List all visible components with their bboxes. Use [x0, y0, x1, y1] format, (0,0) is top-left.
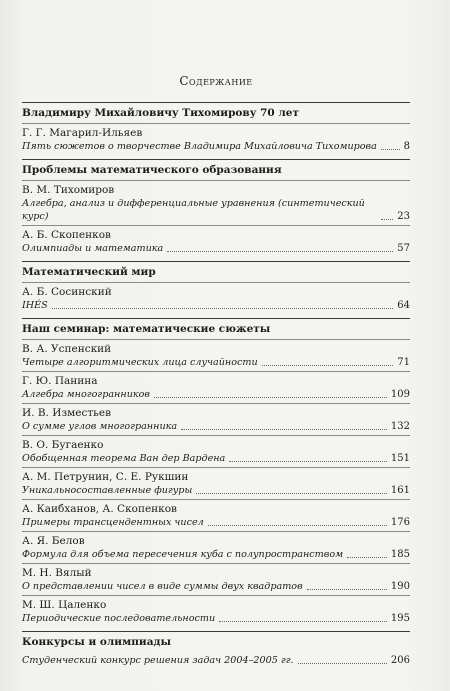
toc-entry — [22, 499, 410, 529]
entry-page-number: 176 — [390, 517, 410, 528]
dot-leader — [381, 149, 400, 150]
entry-line — [22, 580, 410, 593]
entry-line — [22, 548, 410, 561]
entry-line — [22, 388, 410, 401]
entry-author: А. Б. Сосинский — [22, 286, 112, 298]
entry-title: Примеры трансцендентных чисел — [22, 517, 204, 528]
dot-leader — [52, 308, 394, 309]
entry-author: Г. Г. Магарил-Ильяев — [22, 127, 143, 139]
section-title: Наш семинар: математические сюжеты — [22, 323, 271, 335]
entry-line — [22, 654, 410, 667]
entry-page-number: 185 — [390, 549, 410, 560]
entry-line — [22, 242, 410, 255]
entry-author: В. О. Бугаенко — [22, 439, 104, 451]
entry-title: Студенческий конкурс решения задач 2004–2005 гг. — [22, 655, 294, 666]
dot-leader — [196, 493, 387, 494]
entry-line — [22, 452, 410, 465]
entry-line — [22, 140, 410, 153]
entry-author: В. А. Успенский — [22, 343, 112, 355]
toc-entry — [22, 180, 410, 223]
entry-page-number: 132 — [390, 421, 410, 432]
entry-line — [22, 356, 410, 369]
dot-leader — [154, 397, 387, 398]
dot-leader — [307, 589, 387, 590]
dot-leader — [208, 525, 387, 526]
entry-page-number: 206 — [390, 655, 410, 666]
entry-title: О представлении чисел в виде суммы двух квадратов — [22, 581, 303, 592]
toc-entry — [22, 435, 410, 465]
toc-section — [22, 159, 410, 255]
entry-title: Олимпиады и математика — [22, 243, 164, 254]
dot-leader — [381, 219, 393, 220]
entry-title: Алгебра многогранников — [22, 389, 150, 400]
entry-page-number: 195 — [390, 613, 410, 624]
entry-line — [22, 197, 410, 223]
entry-page-number: 23 — [397, 211, 410, 222]
toc-entry — [22, 595, 410, 625]
toc-entry — [22, 403, 410, 433]
toc-section — [22, 261, 410, 312]
entry-page-number: 57 — [397, 243, 410, 254]
entry-page-number: 71 — [397, 357, 410, 368]
entry-title: Периодические последовательности — [22, 613, 216, 624]
section-title: Математический мир — [22, 266, 156, 278]
dot-leader — [229, 461, 387, 462]
dot-leader — [167, 251, 393, 252]
dot-leader — [347, 557, 387, 558]
entry-line — [22, 612, 410, 625]
entry-author: И. В. Изместьев — [22, 407, 112, 419]
entry-title: Пять сюжетов о творчестве Владимира Михайловича Тихомирова — [22, 141, 377, 152]
entry-line — [22, 299, 410, 312]
entry-author: М. Ш. Цаленко — [22, 599, 107, 611]
section-title: Конкурсы и олимпиады — [22, 636, 172, 648]
entry-line — [22, 484, 410, 497]
entry-title: Формула для объема пересечения куба с полупространством — [22, 549, 344, 560]
entry-page-number: 8 — [403, 141, 410, 152]
toc-entry — [22, 563, 410, 593]
entry-line — [22, 420, 410, 433]
toc-section — [22, 102, 410, 153]
toc-section — [22, 631, 410, 667]
section-title: Владимиру Михайловичу Тихомирову 70 лет — [22, 107, 299, 119]
dot-leader — [262, 365, 394, 366]
toc-entry — [22, 123, 410, 153]
toc-entry — [22, 225, 410, 255]
toc-entry — [22, 652, 410, 667]
toc-section — [22, 318, 410, 625]
dot-leader — [298, 663, 387, 664]
toc-entry — [22, 339, 410, 369]
entry-page-number: 109 — [390, 389, 410, 400]
entry-page-number: 151 — [390, 453, 410, 464]
entry-title: О сумме углов многогранника — [22, 421, 178, 432]
entry-title: IHÉS — [22, 300, 48, 311]
entry-author: А. Я. Белов — [22, 535, 85, 547]
dot-leader — [219, 621, 387, 622]
entry-title: Четыре алгоритмических лица случайности — [22, 357, 258, 368]
entry-title: Обобщенная теорема Ван дер Вардена — [22, 453, 226, 464]
entry-page-number: 161 — [390, 485, 410, 496]
entry-title: Алгебра, анализ и дифференциальные уравнения (синтетический курс) — [22, 198, 365, 222]
section-title: Проблемы математического образования — [22, 164, 282, 176]
toc-entry — [22, 371, 410, 401]
entry-title: Уникальносоставленные фигуры — [22, 485, 193, 496]
entry-author: А. Каибханов, А. Скопенков — [22, 503, 177, 515]
entry-author: В. М. Тихомиров — [22, 184, 115, 196]
table-of-contents — [22, 102, 410, 667]
toc-entry — [22, 531, 410, 561]
page-title: Содержание — [179, 74, 253, 88]
entry-author: А. Б. Скопенков — [22, 229, 111, 241]
entry-author: Г. Ю. Панина — [22, 375, 98, 387]
dot-leader — [181, 429, 387, 430]
entry-page-number: 64 — [397, 300, 410, 311]
entry-author: М. Н. Вялый — [22, 567, 92, 579]
toc-entry — [22, 282, 410, 312]
entry-page-number: 190 — [390, 581, 410, 592]
entry-author: А. М. Петрунин, С. Е. Рукшин — [22, 471, 189, 483]
toc-entry — [22, 467, 410, 497]
entry-line — [22, 516, 410, 529]
